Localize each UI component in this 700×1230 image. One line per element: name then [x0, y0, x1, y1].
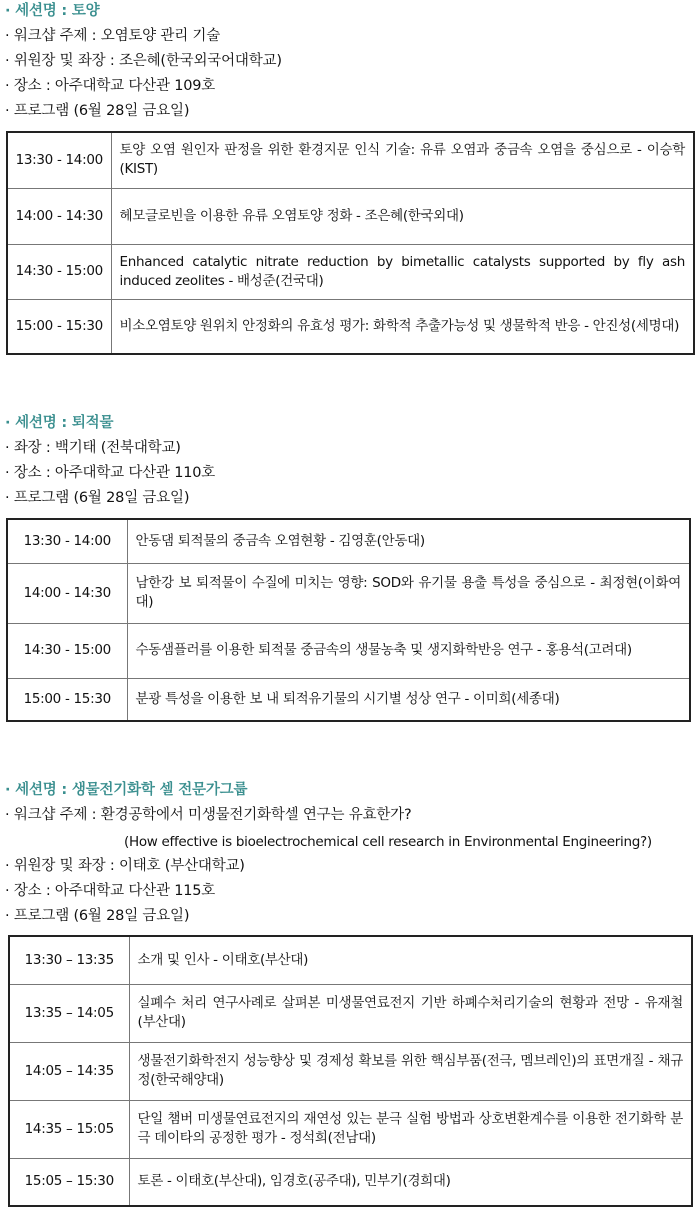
- talk-cell: 소개 및 인사 - 이태호(부산대): [129, 936, 692, 984]
- time-cell: 13:30 - 14:00: [7, 519, 127, 563]
- table-row: [7, 563, 690, 623]
- talk-cell: 토론 - 이태호(부산대), 임경호(공주대), 민부기(경희대): [129, 1158, 692, 1206]
- talk-cell: 토양 오염 원인자 판정을 위한 환경지문 인식 기술: 유류 오염과 중금속 오염을 중심으로 - 이승학(KIST): [111, 132, 694, 188]
- session-title: · 세션명 : 생물전기화학 셀 전문가그룹: [5, 782, 248, 798]
- session-title: · 세션명 : 퇴적물: [5, 415, 114, 431]
- program-date: · 프로그램 (6월 28일 금요일): [5, 490, 190, 506]
- talk-cell: Enhanced catalytic nitrate reduction by bimetallic catalysts supported by fly ash induced zeolites - 배성준(건국대): [111, 244, 694, 299]
- table-row: [7, 299, 694, 354]
- talk-cell: 비소오염토양 원위치 안정화의 유효성 평가: 화학적 추출가능성 및 생물학적 반응 - 안진성(세명대): [111, 299, 694, 354]
- talk-cell: 안동댐 퇴적물의 중금속 오염현황 - 김영훈(안동대): [127, 519, 690, 563]
- venue: · 장소 : 아주대학교 다산관 115호: [5, 883, 216, 899]
- time-cell: 13:30 - 14:00: [7, 132, 111, 188]
- time-cell: 13:30 – 13:35: [9, 936, 129, 984]
- talk-cell: 단일 챔버 미생물연료전지의 재연성 있는 분극 실험 방법과 상호변환계수를 이용한 전기화학 분극 데이타의 공정한 평가 - 정석희(전남대): [129, 1100, 692, 1158]
- workshop-topic: · 워크샵 주제 : 오염토양 관리 기술: [5, 28, 221, 44]
- time-cell: 14:35 – 15:05: [9, 1100, 129, 1158]
- table-row: [9, 1042, 692, 1100]
- table-row: [7, 519, 690, 563]
- time-cell: 15:00 - 15:30: [7, 299, 111, 354]
- table-row: [7, 188, 694, 244]
- time-cell: 13:35 – 14:05: [9, 984, 129, 1042]
- table-row: [9, 1158, 692, 1206]
- venue: · 장소 : 아주대학교 다산관 110호: [5, 465, 216, 481]
- workshop-topic-english: (How effective is bioelectrochemical cell research in Environmental Engineering?): [124, 834, 652, 850]
- program-table: [8, 935, 693, 1207]
- time-cell: 14:05 – 14:35: [9, 1042, 129, 1100]
- chair: · 좌장 : 백기태 (전북대학교): [5, 440, 181, 456]
- time-cell: 14:00 - 14:30: [7, 563, 127, 623]
- table-row: [9, 1100, 692, 1158]
- talk-cell: 수동샘플러를 이용한 퇴적물 중금속의 생물농축 및 생지화학반응 연구 - 홍용석(고려대): [127, 623, 690, 678]
- time-cell: 14:00 - 14:30: [7, 188, 111, 244]
- table-row: [7, 678, 690, 721]
- program-table: [6, 518, 691, 722]
- workshop-topic: · 워크샵 주제 : 환경공학에서 미생물전기화학셀 연구는 유효한가?: [5, 807, 412, 823]
- time-cell: 14:30 - 15:00: [7, 244, 111, 299]
- chair: · 위원장 및 좌장 : 조은혜(한국외국어대학교): [5, 53, 282, 69]
- table-row: [7, 244, 694, 299]
- program-date: · 프로그램 (6월 28일 금요일): [5, 103, 190, 119]
- program-table: [6, 131, 695, 355]
- talk-cell: 헤모글로빈을 이용한 유류 오염토양 정화 - 조은혜(한국외대): [111, 188, 694, 244]
- session-title: · 세션명 : 토양: [5, 3, 100, 19]
- table-row: [9, 936, 692, 984]
- table-row: [7, 623, 690, 678]
- time-cell: 15:05 – 15:30: [9, 1158, 129, 1206]
- table-row: [9, 984, 692, 1042]
- time-cell: 15:00 - 15:30: [7, 678, 127, 721]
- program-date: · 프로그램 (6월 28일 금요일): [5, 908, 190, 924]
- venue: · 장소 : 아주대학교 다산관 109호: [5, 78, 216, 94]
- talk-cell: 분광 특성을 이용한 보 내 퇴적유기물의 시기별 성상 연구 - 이미희(세종대): [127, 678, 690, 721]
- chair: · 위원장 및 좌장 : 이태호 (부산대학교): [5, 858, 245, 874]
- talk-cell: 실폐수 처리 연구사례로 살펴본 미생물연료전지 기반 하폐수처리기술의 현황과 전망 - 유재철(부산대): [129, 984, 692, 1042]
- time-cell: 14:30 - 15:00: [7, 623, 127, 678]
- talk-cell: 생물전기화학전지 성능향상 및 경제성 확보를 위한 핵심부품(전극, 멤브레인)의 표면개질 - 채규정(한국해양대): [129, 1042, 692, 1100]
- talk-cell: 남한강 보 퇴적물이 수질에 미치는 영향: SOD와 유기물 용출 특성을 중심으로 - 최정현(이화여대): [127, 563, 690, 623]
- table-row: [7, 132, 694, 188]
